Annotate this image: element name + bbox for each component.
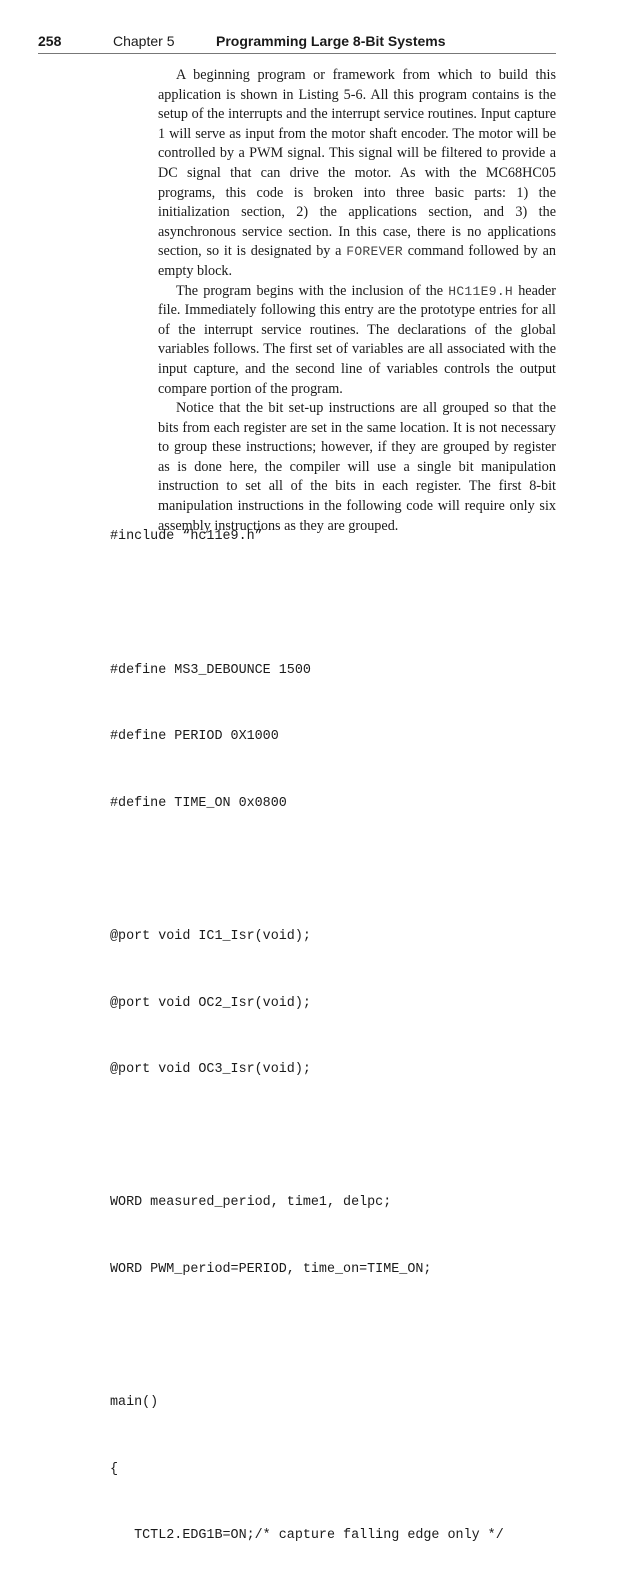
code-line bbox=[110, 1126, 560, 1148]
body-text bbox=[158, 66, 556, 536]
code-line bbox=[110, 859, 560, 881]
paragraph-2-text: The program begins with the inclusion of the bbox=[176, 282, 449, 299]
paragraph-3-text: Notice that the bit set-up instructions are all grouped so that the bits from each register are set in the same location. It is not necessary to group these instructions; however, if they are grouped by register as is done here, the compiler will use a single bit manipulation instruction to set all of the bits in each register. The first 8-bit manipulation instructions in the following code will require only six assembly instructions as they are grouped. bbox=[158, 400, 556, 534]
chapter-title: Programming Large 8-Bit Systems bbox=[216, 33, 446, 49]
code-line: #define MS3_DEBOUNCE 1500 bbox=[110, 662, 311, 678]
paragraph-1 bbox=[158, 66, 556, 282]
paragraph-2-text-end: header file. Immediately following this entry are the prototype entries for all of the interrupt service routines. The declarations of the global variables follows. The first set of variables are all associated with the input capture, and the second line of variables controls the output compare portion of the program. bbox=[158, 282, 556, 397]
code-line: @port void IC1_Isr(void); bbox=[110, 928, 311, 944]
code-line: TCTL2.EDG1B=ON;/* capture falling edge only */ bbox=[110, 1528, 504, 1544]
paragraph-2 bbox=[158, 282, 556, 400]
code-line: { bbox=[110, 1461, 119, 1477]
code-line: main() bbox=[110, 1395, 159, 1411]
code-listing bbox=[110, 482, 560, 1570]
inline-code-header-file: HC11E9.H bbox=[448, 283, 514, 299]
chapter-label: Chapter 5 bbox=[113, 33, 175, 49]
code-line: #define PERIOD 0X1000 bbox=[110, 729, 279, 745]
code-line bbox=[110, 1326, 560, 1348]
code-line bbox=[110, 593, 560, 615]
page-number: 258 bbox=[38, 33, 62, 49]
code-line: @port void OC3_Isr(void); bbox=[110, 1062, 311, 1078]
code-line: WORD measured_period, time1, delpc; bbox=[110, 1195, 392, 1211]
inline-code-forever: FOREVER bbox=[346, 244, 403, 260]
header-rule bbox=[38, 53, 556, 54]
code-line: @port void OC2_Isr(void); bbox=[110, 995, 311, 1011]
paragraph-1-text-end: command followed by an empty block. bbox=[158, 243, 556, 279]
code-line: #define TIME_ON 0x0800 bbox=[110, 795, 287, 811]
code-line: WORD PWM_period=PERIOD, time_on=TIME_ON; bbox=[110, 1261, 432, 1277]
paragraph-1-text: A beginning program or framework from which to build this application is shown in Listing 5-6. All this program contains is the setup of the interrupts and the interrupt service routines. Input capture 1 will serve as input from the motor shaft encoder. The motor will be controlled by a PWM signal. This signal will be filtered to provide a DC signal that can drive the motor. As with the MC68HC05 programs, this code is broken into three basic parts: 1) the initialization section, 2) the applications section, and 3) the asynchronous service section. In this case, there is no applications section, so it is designated by a bbox=[158, 67, 556, 260]
running-header bbox=[38, 33, 558, 53]
code-line: #include “hc11e9.h” bbox=[110, 529, 263, 545]
